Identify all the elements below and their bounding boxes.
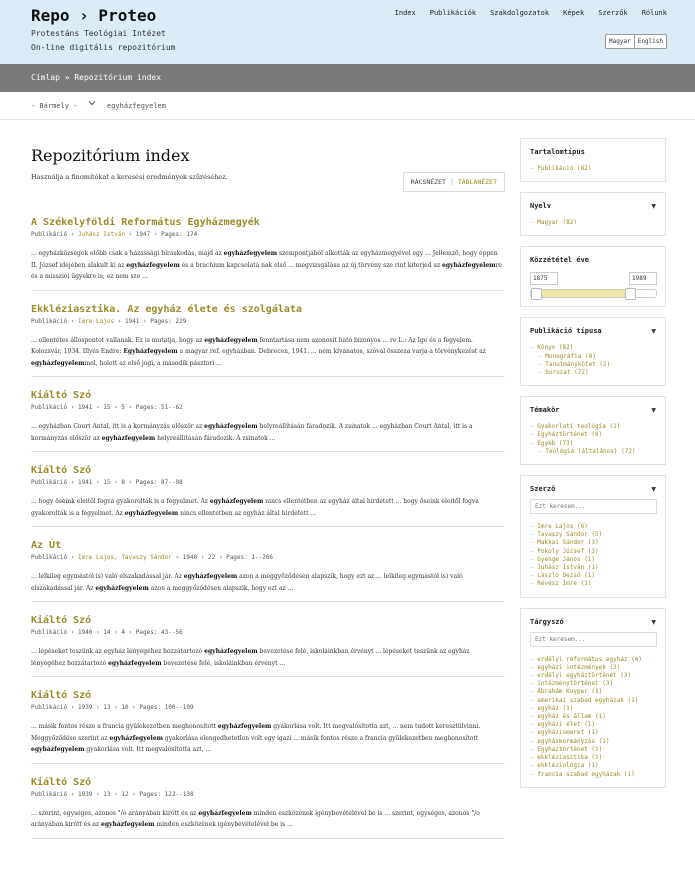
result-author-link[interactable]: Juhász István [77, 231, 125, 238]
facet-option[interactable]: - erdélyi református egyház (4) [530, 655, 642, 663]
facet-option[interactable]: - Egyéb (73) [530, 439, 574, 447]
result-details: 1941 › 15 › 8 › Pages: 87--98 [77, 479, 183, 486]
result-item [31, 777, 505, 839]
subject-search-input[interactable] [530, 632, 657, 647]
result-meta: Publikáció › 1940 › 14 › 4 › Pages: 43--56 [31, 629, 183, 636]
facet-topic [520, 396, 666, 465]
chevron-down-icon[interactable] [88, 99, 96, 109]
result-meta: Publikáció › 1939 › 13 › 10 › Pages: 100--109 [31, 704, 194, 711]
facet-option[interactable]: - Tavaszy Sándor (5) [530, 531, 603, 539]
result-type: Publikáció [31, 554, 68, 561]
table-view-button[interactable]: TÁBLANÉZET [457, 178, 497, 186]
nav-images[interactable]: Képek [563, 9, 585, 17]
slider-handle-max[interactable] [625, 288, 636, 300]
facet-suboption[interactable]: - Tanulmánykötet (2) [538, 360, 611, 368]
result-details: 1940 › 14 › 4 › Pages: 43--56 [77, 629, 183, 636]
result-author-link[interactable]: Imre Lajos [77, 317, 115, 325]
facet-title: Tartalomtípus [530, 148, 585, 156]
result-type: Publikáció [31, 704, 68, 711]
nav-publications[interactable]: Publikációk [429, 9, 477, 17]
result-details: 1941 › 15 › 5 › Pages: 51--62 [77, 404, 183, 411]
result-type: Publikáció [31, 404, 68, 411]
facet-option[interactable]: - Juhász István (1) [530, 564, 599, 572]
main-content [31, 146, 505, 852]
page-intro: Használja a finomítókat a keresési eredmények szűréséhez. [31, 173, 228, 181]
facet-option[interactable]: - ekkléziológia (1) [530, 762, 599, 770]
lang-english[interactable]: English [637, 38, 663, 45]
facet-title: Szerző [530, 485, 556, 494]
facet-title: Témakör [530, 406, 560, 415]
caret-down-icon[interactable]: ▼ [651, 203, 656, 211]
facet-option[interactable]: - egyház és állam (1) [530, 713, 606, 721]
result-item [31, 217, 505, 291]
result-snippet: ... hogy őseink eleitől fogva gyakorolták is a fegyelmet. Az egyházfegyelem nincs ellentétben az egyház által hirdetett ... hogy őseink eleitől fogva gyakorolták is a fegyelmet. Az egyházfegyelem nincs ellentétben az egyház által hirdetett ... [31, 498, 479, 517]
breadcrumb[interactable]: Címlap » Repozitórium index [31, 73, 162, 82]
search-filter-bar [0, 92, 695, 120]
facet-option[interactable]: - intézménytörténet (3) [530, 680, 614, 688]
facet-option[interactable]: - amerikai szabad egyházak (1) [530, 696, 639, 704]
result-meta: Publikáció › Imre Lajos › 1941 › Pages: 229 [31, 317, 187, 325]
facet-option[interactable]: - László Dezső (1) [530, 572, 596, 580]
caret-down-icon[interactable]: ▼ [651, 328, 656, 336]
result-title-link[interactable]: Az Út [31, 540, 62, 551]
result-author-link[interactable]: Imre Lajos, Tavaszy Sándor [77, 554, 172, 561]
result-snippet: ... szerint, egységes, azonos °/o arányában kirótt és az egyházfegyelem minden eszközének igénybevételével be is ... szerint, egységes, azonos °/o arányában kirótt és az egyházfegyelem minden eszközének igénybevételével be is ... [31, 809, 480, 828]
scope-select[interactable]: - Bármely - [31, 102, 78, 110]
facet-option[interactable]: - Makkai Sándor (3) [530, 539, 599, 547]
facet-sidebar [520, 138, 666, 798]
result-title-link[interactable]: A Székelyföldi Református Egyházmegyék [31, 217, 260, 228]
facet-option[interactable]: - Révész Imre (1) [530, 580, 592, 588]
result-meta: Publikáció › Imre Lajos, Tavaszy Sándor › 1940 › 22 › Pages: 1--266 [31, 554, 274, 561]
result-snippet: ... egyházban Court Antal, itt is a kormányzás először az egyházfegyelem helyreállításán fáradozik. A zsinatok ... egyházban Court Antal, itt is a kormányzás először az egyházfegyelem helyreállításán fáradozik. A zsinatok ... [31, 423, 473, 442]
result-item [31, 465, 505, 527]
facet-content-type [520, 138, 666, 182]
facet-title: Tárgyszó [530, 617, 564, 626]
facet-option[interactable]: - Gyakorlati teológia (1) [530, 423, 621, 431]
page-title: Repozitórium index [31, 146, 190, 165]
result-snippet: ... egyházközségek előbb csak a házassági bíráskodás, majd az egyházfegyelem szempontjából alkották az egyházmegyével egy ... Jellemző, hogy éppen II. József idejében alakult ki az egyházfegyelem és a brachium kapcsolatá nak első ... megvizsgálása az új törvény sze rint kiterjed az egyházfegyelemre és a missziói ügyekre is; ez nem sze ... [31, 250, 502, 280]
facet-option[interactable]: - Ábrahám Kuyper (1) [530, 688, 603, 696]
result-item [31, 390, 505, 452]
facet-publication-type [520, 317, 666, 386]
result-type: Publikáció [31, 317, 68, 325]
result-item [31, 690, 505, 764]
result-type: Publikáció [31, 790, 68, 798]
facet-suboption[interactable]: - Teológia (általános) (72) [538, 447, 636, 455]
facet-title: Közzététel éve [530, 256, 590, 265]
facet-subject [520, 608, 666, 788]
nav-authors[interactable]: Szerzők [598, 9, 628, 17]
result-details: 1940 › 22 › Pages: 1--266 [182, 554, 274, 561]
facet-option[interactable]: - Egyháztörténet (6) [530, 431, 603, 439]
facet-option[interactable]: - Imre Lajos (6) [530, 523, 588, 531]
facet-option[interactable]: - Gyenge János (1) [530, 555, 596, 563]
facet-option[interactable]: - erdélyi egyháztörténet (3) [530, 672, 632, 680]
facet-option[interactable]: - Magyar (82) [530, 219, 577, 227]
site-logo[interactable]: Repo › Proteo [31, 6, 157, 25]
result-details: 1939 › 13 › 10 › Pages: 100--109 [77, 704, 194, 711]
facet-option[interactable]: - Könyv (82) [530, 344, 574, 352]
facet-option[interactable]: - francia szabad egyházak (1) [530, 770, 635, 778]
facet-title: Nyelv [530, 202, 552, 211]
language-switcher [605, 34, 667, 49]
site-subtitle-institute: Protestáns Teológiai Intézet [31, 29, 166, 38]
grid-view-button[interactable]: RÁCSNÉZET [410, 178, 446, 186]
result-type: Publikáció [31, 629, 68, 636]
facet-suboption[interactable]: - Monográfia (8) [538, 352, 596, 360]
result-type: Publikáció [31, 231, 68, 238]
main-nav [395, 9, 667, 17]
facet-option[interactable]: - egyházismeret (1) [530, 729, 599, 737]
facet-option[interactable]: - Publikáció (82) [530, 165, 592, 172]
result-title-link[interactable]: Kiáltó Szó [31, 776, 92, 788]
result-snippet: ... másik fontos része a francia gyülekezetben meghonosított egyházfegyelem gyakorlása volt. Itt megvalósította azt, ... nem tudott keresztülvinni. Meggyőződése szerint az egyházfegyelem gyakorlása elengedhetetlen volt egy igazi ... másik fontos része a francia gyülekezetben meghonosított egyházfegyelem gyakorlása volt. Itt megvalósította azt, ... [31, 723, 481, 753]
result-details: 1939 › 13 › 12 › Pages: 122--138 [77, 790, 194, 798]
lang-hungarian[interactable]: Magyar [606, 35, 635, 48]
facet-author [520, 475, 666, 598]
result-meta: Publikáció › 1941 › 15 › 5 › Pages: 51--62 [31, 404, 183, 411]
result-type: Publikáció [31, 479, 68, 486]
result-title-link[interactable]: Kiáltó Szó [31, 690, 92, 701]
slider-handle-min[interactable] [531, 288, 542, 300]
nav-index[interactable]: Index [394, 9, 416, 17]
author-search-input[interactable] [530, 499, 657, 514]
view-toggle: RÁCSNÉZET | TÁBLANÉZET [403, 172, 505, 192]
facet-suboption[interactable]: - Sorozat (72) [538, 369, 589, 377]
result-item [31, 615, 505, 677]
caret-down-icon[interactable]: ▼ [651, 618, 656, 626]
facet-year [520, 246, 666, 307]
facet-title: Publikáció típusa [530, 327, 602, 336]
facet-option[interactable]: - Pokoly József (3) [530, 547, 599, 555]
facet-option[interactable]: - ekkléziasztika (1) [530, 754, 603, 762]
nav-theses[interactable]: Szakdolgozatok [490, 9, 550, 17]
caret-down-icon[interactable]: ▼ [651, 407, 656, 415]
result-snippet: ... ellentétes állospontot vallanak. Ez is mutatja, hogy az egyházfegyelem fenntartása nem azonosít ható bizonyos ... re L.: Az Ige és a fegyelem. Kolozsvár, 1934. Illyés Endre: Egyházfegyelem a magyar ref. egyházban. Debrecen, 1941. ... nem kívánatos, szóval összeza varja a törvénykezést az egyházfegyelemmel, holott az első jogi, a második pásztori ... [31, 336, 486, 367]
nav-about[interactable]: Rólunk [641, 9, 667, 17]
result-item [31, 304, 505, 378]
result-item [31, 540, 505, 602]
caret-down-icon[interactable]: ▼ [651, 486, 656, 494]
results-list [31, 217, 505, 839]
facet-option[interactable]: - egyházi intézmények (3) [530, 663, 621, 671]
facet-option[interactable]: - Egyháztörténet (1) [530, 745, 603, 753]
year-from-input[interactable]: 1875 [530, 272, 558, 285]
result-title-link[interactable]: Kiáltó Szó [31, 465, 92, 476]
result-snippet: ... lépéseket teszünk az egyház lényegéhez hozzátartozó egyházfegyelem bevezetése felé, iskoláinkban érvényt ... lépéseket teszünk az egyház lényegéhez hozzátartozó egyházfegyelem bevezetése felé, iskoláinkban érvényt ... [31, 648, 470, 667]
result-snippet: ... lelkileg egymástól is) való elszakadással jár. Az egyházfegyelem azon a meggyőződésen alapszik, hogy ezt az ... lelkileg egymástól is) való elszakadással jár. Az egyházfegyelem azon a meggyőződésen alapszik, hogy ezt az ... [31, 573, 463, 592]
year-to-input[interactable]: 1989 [629, 272, 657, 285]
result-meta: Publikáció › 1941 › 15 › 8 › Pages: 87--98 [31, 479, 183, 486]
result-meta: Publikáció › 1939 › 13 › 12 › Pages: 122--138 [31, 790, 194, 798]
result-title-link[interactable]: Kiáltó Szó [31, 615, 92, 626]
site-header [0, 0, 695, 64]
search-term[interactable]: egyházfegyelem [107, 102, 167, 110]
result-title-link[interactable]: Kiáltó Szó [31, 390, 92, 401]
year-range-slider[interactable] [530, 289, 657, 298]
result-title-link[interactable]: Ekkléziasztika. Az egyház élete és szolgálata [31, 303, 302, 315]
result-meta: Publikáció › Juhász István › 1947 › Pages: 174 [31, 231, 198, 238]
facet-option[interactable]: - egyházi élet (1) [530, 721, 596, 729]
facet-language [520, 192, 666, 236]
result-details: 1947 › Pages: 174 [135, 231, 198, 238]
facet-option[interactable]: - egyházkormányzás (1) [530, 737, 610, 745]
facet-option[interactable]: - egyház (1) [530, 704, 574, 712]
breadcrumb-bar [0, 64, 695, 92]
site-subtitle-repo: On-line digitális repozitórium [31, 43, 176, 52]
result-details: 1941 › Pages: 229 [124, 317, 187, 325]
